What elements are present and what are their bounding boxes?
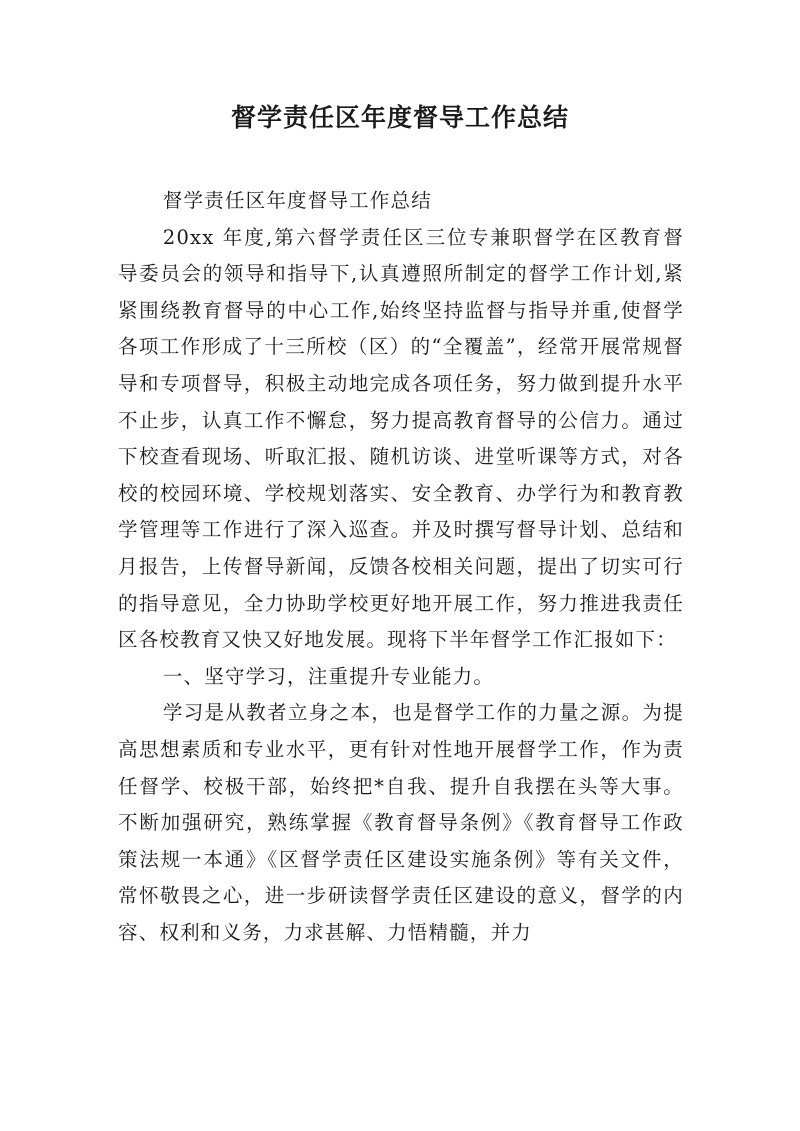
- paragraph-subtitle: 督学责任区年度督导工作总结: [162, 189, 432, 212]
- section-heading-1: 一、坚守学习，注重提升专业能力。: [162, 664, 495, 688]
- paragraph-intro: 20xx 年度,第六督学责任区三位专兼职督学在区教育督导委员会的领导和指导下,认真遵照所制定的督学工作计划,紧紧围绕教育督导的中心工作,始终坚持监督与指导并重,使督学各项工作形成了十三所校（区）的“全覆盖”，经常开展常规督导和专项督导，积极主动地完成各项任务，努力做到提升水平不止步，认真工作不懈怠，努力提高教育督导的公信力。通过下校查看现场、听取汇报、随机访谈、进堂听课等方式，对各校的校园环境、学校规划落实、安全教育、办学行为和教育教学管理等工作进行了深入巡查。并及时撰写督导计划、总结和月报告，上传督导新闻，反馈各校相关问题，提出了切实可行的指导意见，全力协助学校更好地开展工作，努力推进我责任区各校教育又快又好地发展。现将下半年督学工作汇报如下：: [118, 225, 684, 652]
- document-body: [118, 183, 684, 951]
- document-title: 督学责任区年度督导工作总结: [230, 103, 569, 132]
- paragraph-section-1: 学习是从教者立身之本，也是督学工作的力量之源。为提高思想素质和专业水平，更有针对性地开展督学工作，作为责任督学、校极干部，始终把*自我、提升自我摆在头等大事。不断加强研究，熟练掌握《教育督导条例》《教育督导工作政策法规一本通》《区督学责任区建设实施条例》等有关文件，常怀敬畏之心，进一步研读督学责任区建设的意义，督学的内容、权利和义务，力求甚解、力悟精髓，并力: [118, 701, 684, 944]
